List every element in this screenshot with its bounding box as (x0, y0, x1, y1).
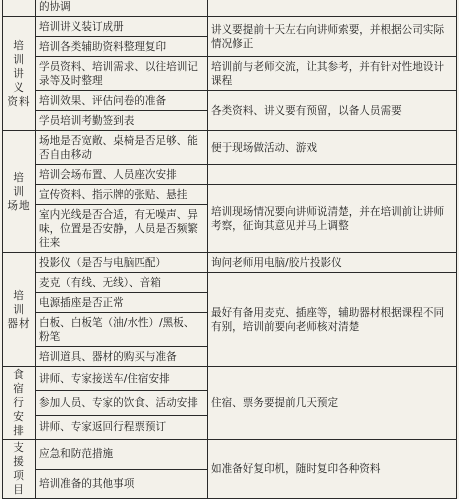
note-cell: 各类资料、讲义要有预留，以备人员需要 (208, 91, 457, 131)
category-cell-empty (3, 0, 36, 17)
category-label: 排 (13, 425, 25, 437)
item-cell: 麦克（有线、无线）、音箱 (36, 273, 208, 293)
category-label: 支 援 (13, 442, 25, 468)
item-cell: 宣传资料、指示牌的张贴、悬挂 (36, 185, 208, 205)
item-cell: 学员资料、培训需求、以往培训记录等及时整理 (36, 57, 208, 91)
item-cell: 的协调 (36, 0, 208, 17)
table-row (3, 273, 457, 293)
table-row (3, 131, 457, 165)
category-cell-lodging (3, 367, 36, 440)
note-cell: 住宿、票务要提前几天预定 (208, 367, 457, 440)
category-label: 培 训 (13, 289, 25, 316)
note-cell: 讲义要提前十天左右向讲师索要，并根据公司实际情况修正 (208, 17, 457, 57)
item-cell: 讲师、专家接送车/住宿安排 (36, 367, 208, 391)
note-cell: 询问老师用电脑/胶片投影仪 (208, 253, 457, 273)
item-cell: 参加人员、专家的饮食、活动安排 (36, 391, 208, 415)
category-label: 场地 (7, 199, 31, 212)
item-cell: 室内光线是否合适，有无噪声、异味，位置是否安静，人员是否频繁往来 (36, 205, 208, 253)
table-row (3, 17, 457, 37)
category-label: 行 安 (13, 397, 25, 423)
category-label: 讲 义 (13, 67, 25, 94)
category-label: 培 训 (13, 171, 25, 198)
item-cell: 应急和防范措施 (36, 440, 208, 470)
item-cell: 讲师、专家返回行程票预订 (36, 415, 208, 439)
item-cell: 学员培训考勤签到表 (36, 111, 208, 131)
category-label: 项 目 (13, 470, 25, 496)
table-row (3, 91, 457, 111)
note-cell-empty (208, 165, 457, 185)
table-row (3, 57, 457, 91)
category-label: 食 宿 (13, 369, 25, 395)
note-cell: 如准备好复印机，随时复印各种资料 (208, 440, 457, 499)
table-row (3, 185, 457, 205)
table-row (3, 0, 457, 17)
note-cell: 最好有备用麦克、插座等，辅助器材根据课程不同有别，培训前要向老师核对清楚 (208, 273, 457, 367)
item-cell: 培训各类辅助资料整理复印 (36, 37, 208, 57)
item-cell: 培训会场布置、人员座次安排 (36, 165, 208, 185)
category-label: 器材 (7, 317, 31, 330)
note-cell: 培训前与老师交流，让其参考，并有针对性地设计课程 (208, 57, 457, 91)
category-cell-venue (3, 131, 36, 253)
item-cell: 培训准备的其他事项 (36, 469, 208, 499)
item-cell: 培训道具、器材的购买与准备 (36, 347, 208, 367)
item-cell: 白板、白板笔（油/水性）/黑板、粉笔 (36, 313, 208, 347)
table-row (3, 367, 457, 391)
item-cell: 投影仪（是否与电脑匹配） (36, 253, 208, 273)
note-cell-empty (208, 0, 457, 17)
note-cell: 培训现场情况要向讲师说清楚，并在培训前让讲师考察，征询其意见并马上调整 (208, 185, 457, 253)
table-row (3, 253, 457, 273)
category-cell-support (3, 440, 36, 499)
category-label: 资料 (7, 95, 31, 108)
table-row (3, 440, 457, 470)
item-cell: 培训效果、评估问卷的准备 (36, 91, 208, 111)
item-cell: 培训讲义装订成册 (36, 17, 208, 37)
category-label: 培 训 (13, 39, 25, 66)
training-checklist-table (2, 0, 457, 499)
table-row (3, 165, 457, 185)
category-cell-materials (3, 17, 36, 131)
item-cell: 场地是否宽敞、桌椅是否足够、能否自由移动 (36, 131, 208, 165)
item-cell: 电源插座是否正常 (36, 293, 208, 313)
category-cell-equipment (3, 253, 36, 367)
note-cell: 便于现场做活动、游戏 (208, 131, 457, 165)
